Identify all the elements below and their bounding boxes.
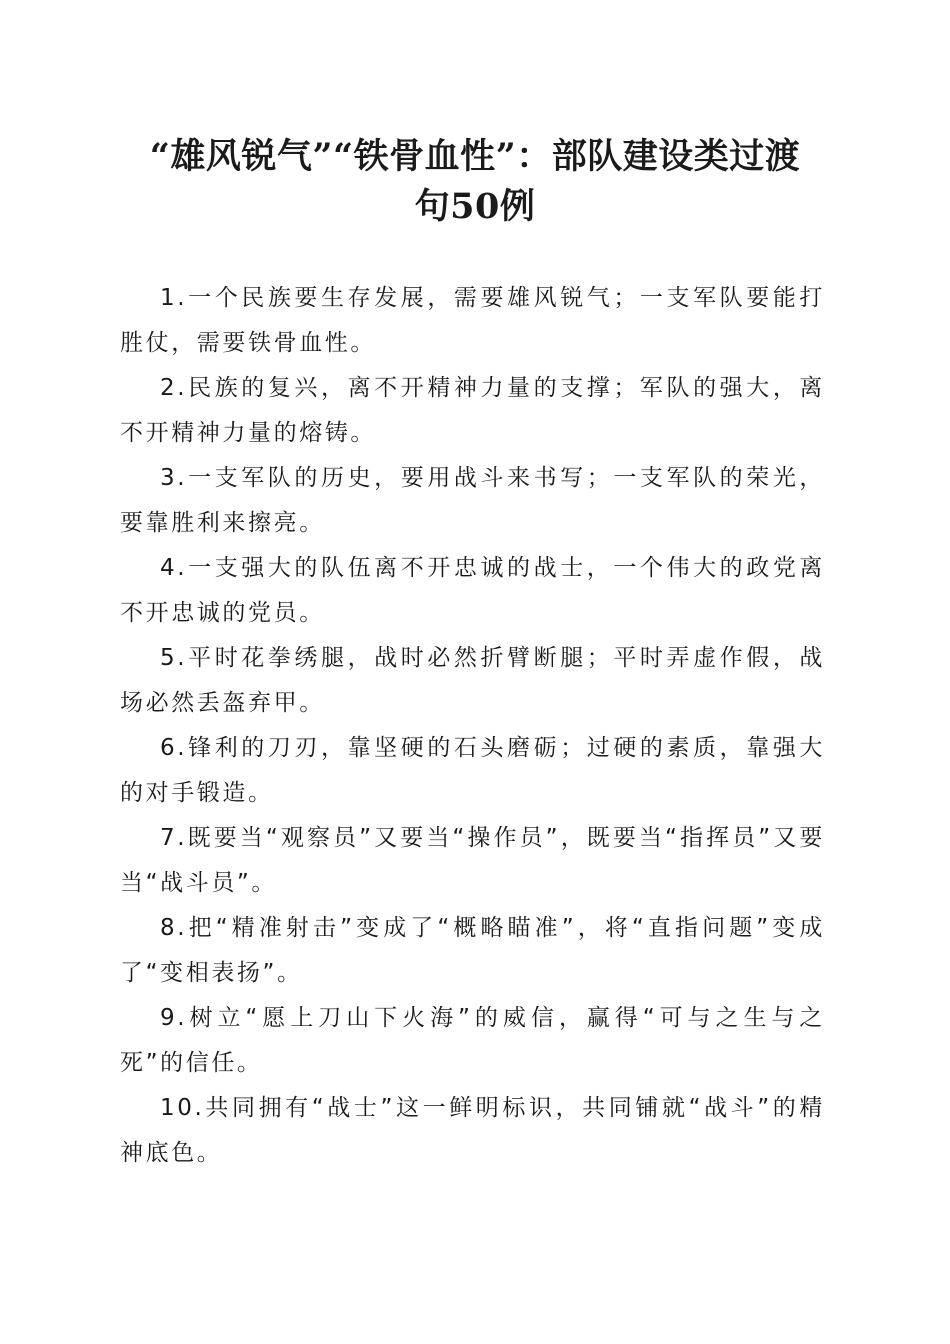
- paragraph-6: 6.锋利的刀刃，靠坚硬的石头磨砺；过硬的素质，靠强大的对手锻造。: [120, 735, 825, 806]
- paragraph-5: 5.平时花拳绣腿，战时必然折臂断腿；平时弄虚作假，战场必然丢盔弃甲。: [120, 645, 825, 716]
- title-line-1: “雄风锐气”“铁骨血性”：部队建设类过渡: [149, 136, 801, 177]
- title-line-2: 句50例: [414, 186, 536, 227]
- paragraph-10: 10.共同拥有“战士”这一鲜明标识，共同铺就“战斗”的精神底色。: [120, 1095, 825, 1166]
- document-body: [120, 276, 825, 1176]
- paragraph-1: 1.一个民族要生存发展，需要雄风锐气；一支军队要能打胜仗，需要铁骨血性。: [120, 285, 825, 356]
- paragraph-9: 9.树立“愿上刀山下火海”的威信，赢得“可与之生与之死”的信任。: [120, 1005, 825, 1076]
- document-title: [100, 132, 850, 232]
- paragraph-3: 3.一支军队的历史，要用战斗来书写；一支军队的荣光，要靠胜利来擦亮。: [120, 465, 825, 536]
- paragraph-2: 2.民族的复兴，离不开精神力量的支撑；军队的强大，离不开精神力量的熔铸。: [120, 375, 825, 446]
- paragraph-7: 7.既要当“观察员”又要当“操作员”，既要当“指挥员”又要当“战斗员”。: [120, 825, 825, 896]
- paragraph-4: 4.一支强大的队伍离不开忠诚的战士，一个伟大的政党离不开忠诚的党员。: [120, 555, 825, 626]
- paragraph-8: 8.把“精准射击”变成了“概略瞄准”，将“直指问题”变成了“变相表扬”。: [120, 915, 825, 986]
